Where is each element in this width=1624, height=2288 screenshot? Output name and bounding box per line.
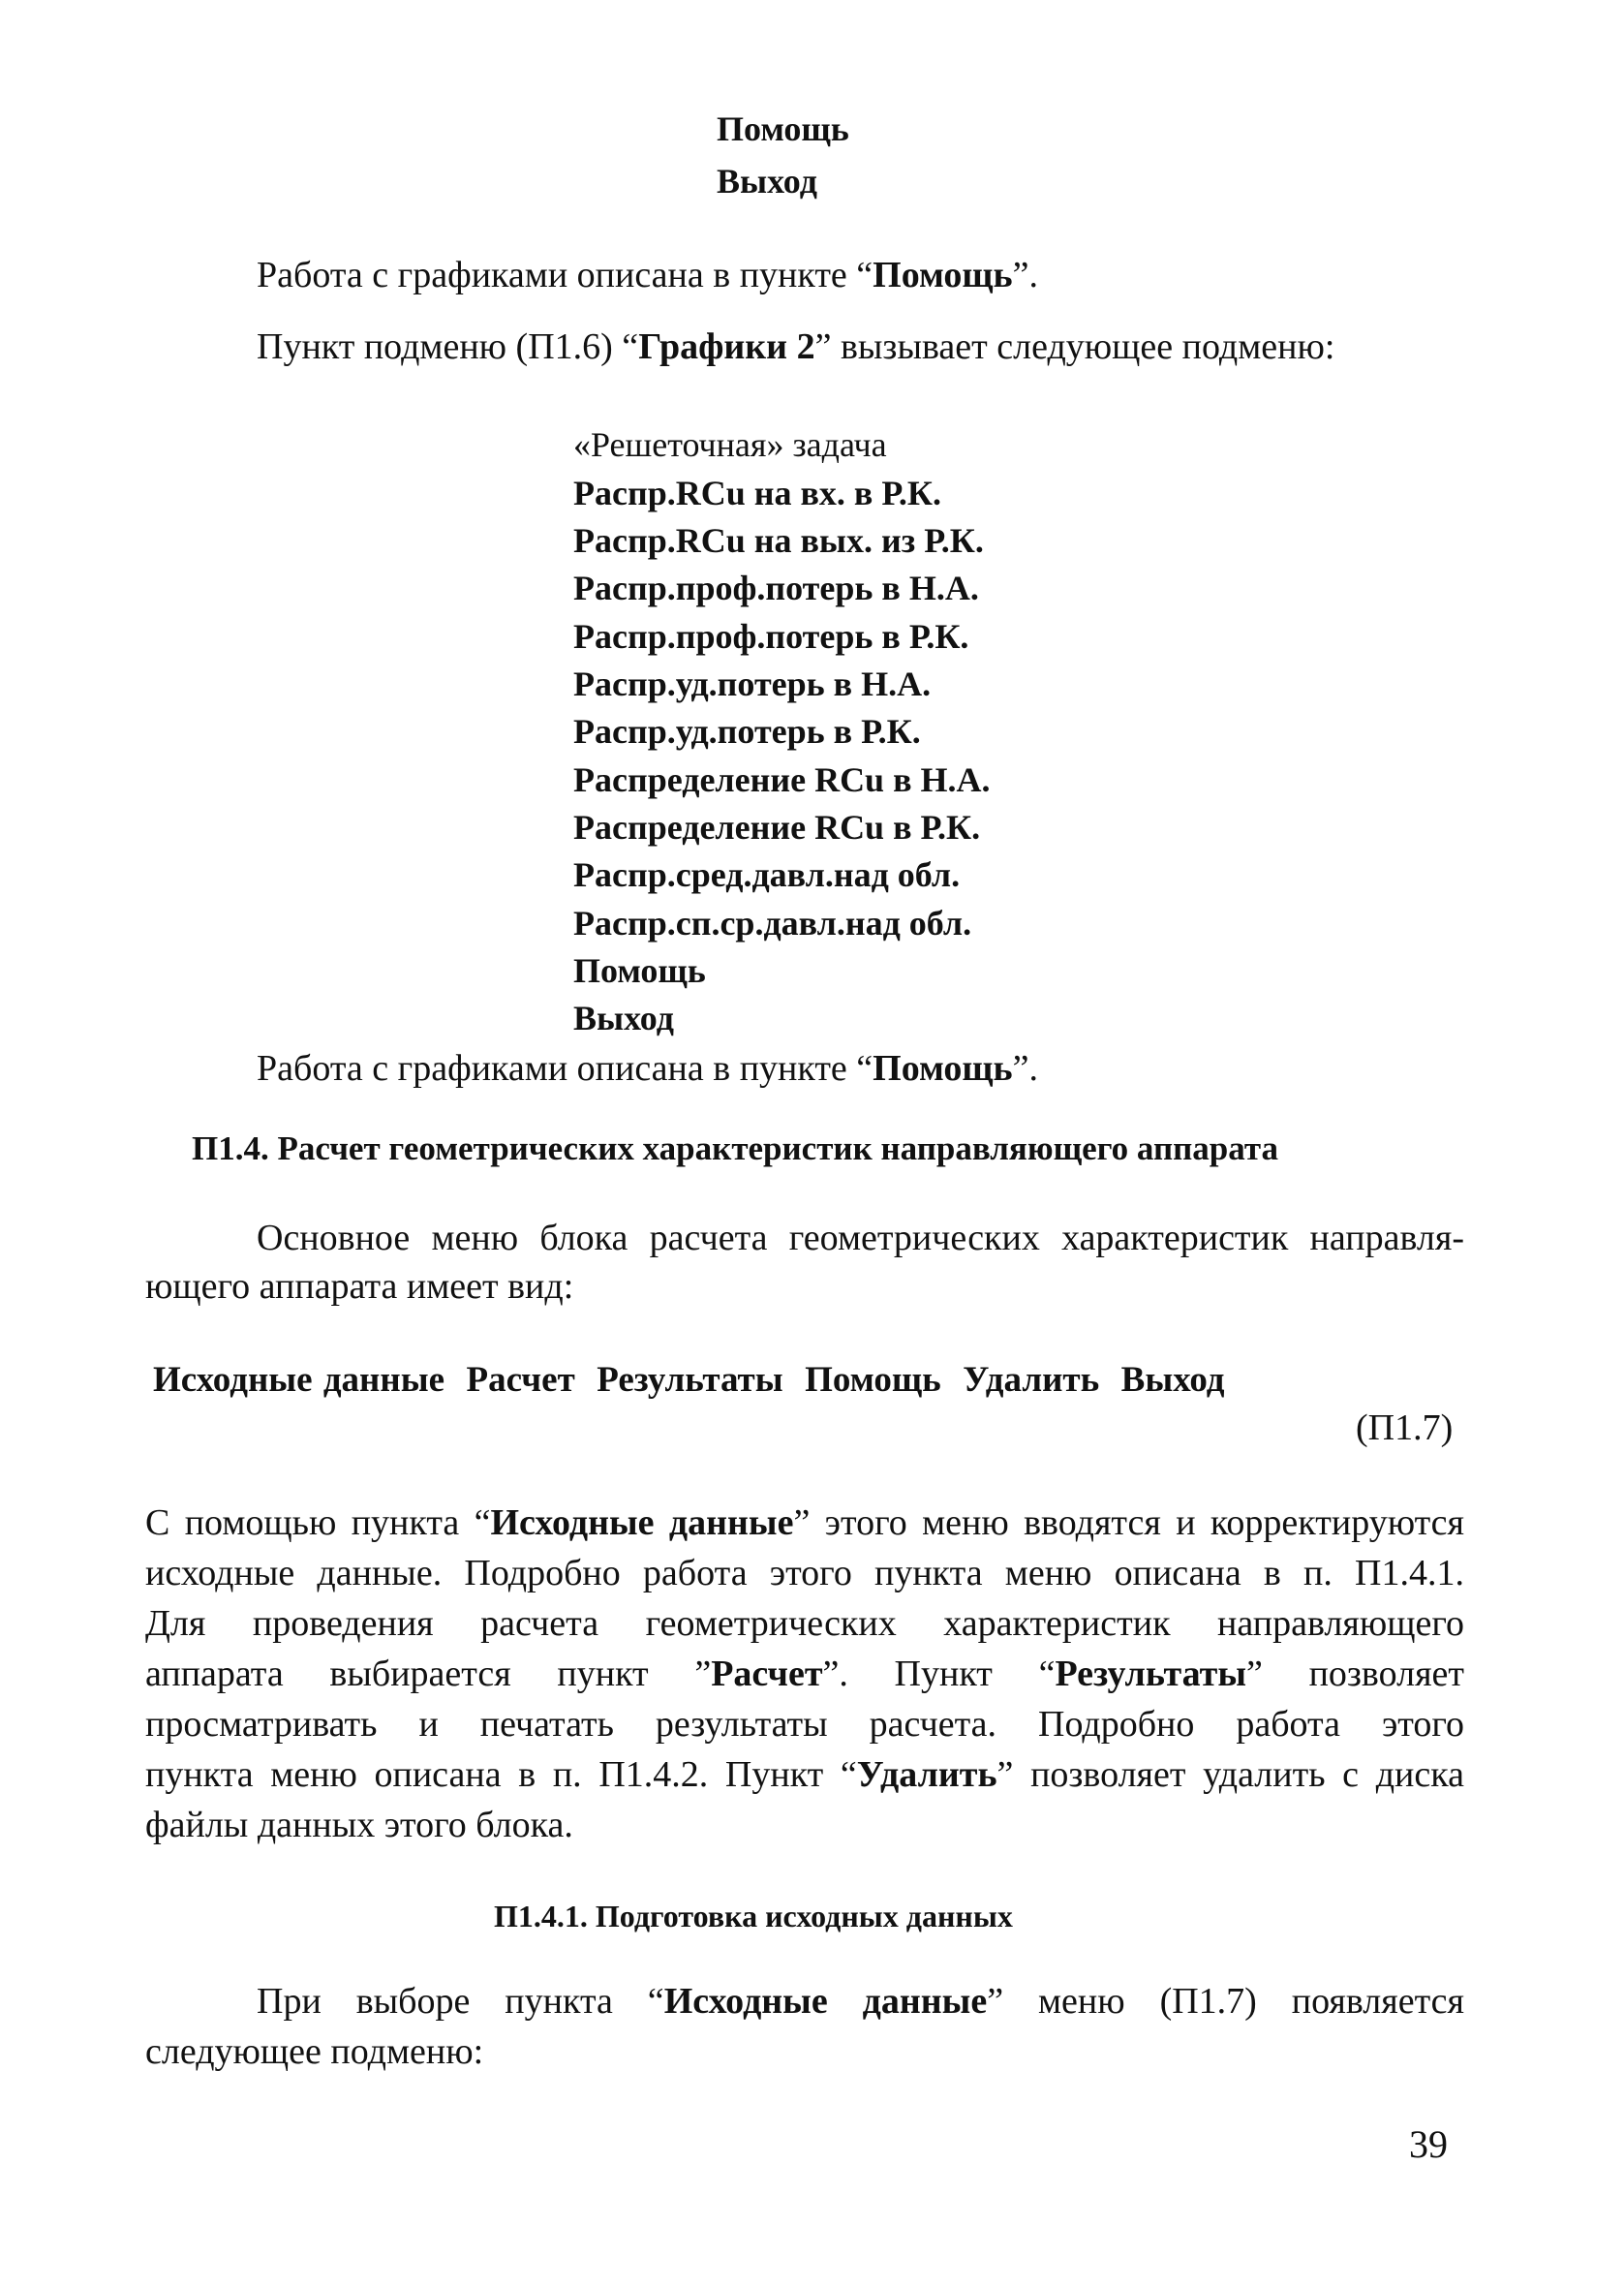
text-fragment: При выборе пункта “	[257, 1981, 664, 2022]
submenu-item: Распр.уд.потерь в Н.А.	[573, 665, 932, 703]
bold-term: Графики 2	[638, 326, 815, 367]
body-line: файлы данных этого блока.	[145, 1805, 573, 1845]
menu-item-help: Помощь	[805, 1360, 941, 1400]
menu-item-delete: Удалить	[963, 1360, 1100, 1400]
text-fragment: ”.	[1012, 255, 1038, 295]
menu-item-exit: Выход	[717, 162, 817, 201]
body-line: следующее подменю:	[145, 2031, 484, 2072]
section-heading: П1.4. Расчет геометрических характеристик направляющего аппарата	[192, 1129, 1278, 1167]
text-fragment: ” меню (П1.7) появляется	[987, 1981, 1464, 2022]
menu-item-results: Результаты	[597, 1360, 783, 1400]
menu-item-exit: Выход	[1120, 1360, 1225, 1400]
submenu-item: Распределение RCu в Н.А.	[573, 760, 991, 799]
intro-line: ющего аппарата имеет вид:	[145, 1266, 574, 1307]
text-fragment: Работа с графиками описана в пункте “	[257, 255, 873, 295]
graphs-help-note	[257, 1047, 1038, 1090]
equation-label: (П1.7)	[1356, 1407, 1454, 1448]
body-line	[145, 1501, 1464, 1544]
text-fragment: Работа с графиками описана в пункте “	[257, 1048, 873, 1089]
submenu-item: Выход	[573, 999, 674, 1037]
menu-item-help: Помощь	[717, 109, 849, 148]
menu-item-input-data: Исходные данные	[153, 1360, 444, 1400]
text-fragment: ” позволяет	[1246, 1654, 1465, 1694]
text-fragment: ”.	[1012, 1048, 1038, 1089]
bold-term: Исходные данные	[663, 1981, 988, 2022]
submenu-item: «Решеточная» задача	[573, 425, 887, 464]
bold-term: Помощь	[873, 255, 1013, 295]
text-fragment: ” вызывает следующее подменю:	[814, 326, 1335, 367]
bold-term: Удалить	[856, 1754, 997, 1795]
submenu-intro	[257, 325, 1334, 368]
bold-term: Результаты	[1055, 1654, 1247, 1694]
submenu-item: Распр.сп.ср.давл.над обл.	[573, 904, 972, 943]
intro-line	[145, 1217, 1464, 1259]
text-fragment: Пункт подменю (П1.6) “	[257, 326, 639, 367]
graphs-help-note	[257, 254, 1038, 296]
text-fragment: Основное меню блока расчета геометрических характеристик направля-	[257, 1218, 1464, 1258]
body-line: просматривать и печатать результаты расчета. Подробно работа этого	[145, 1704, 1464, 1745]
text-fragment: ”. Пункт “	[822, 1654, 1056, 1694]
body-line: Для проведения расчета геометрических характеристик направляющего	[145, 1603, 1464, 1644]
body-line: исходные данные. Подробно работа этого пункта меню описана в п. П1.4.1.	[145, 1553, 1464, 1593]
menu-item-calculate: Расчет	[466, 1360, 575, 1400]
text-fragment: аппарата выбирается пункт ”	[145, 1654, 712, 1694]
main-menu	[153, 1359, 1224, 1401]
submenu-item: Распр.RCu на вых. из Р.К.	[573, 521, 984, 560]
page-number: 39	[1409, 2122, 1448, 2166]
submenu-item: Распределение RCu в Р.К.	[573, 808, 981, 847]
submenu-item: Распр.проф.потерь в Н.А.	[573, 569, 979, 607]
bold-term: Расчет	[711, 1654, 823, 1694]
text-fragment: С помощью пункта “	[145, 1502, 491, 1543]
subsection-heading: П1.4.1. Подготовка исходных данных	[494, 1899, 1013, 1933]
body-line	[145, 1753, 1464, 1796]
text-fragment: ” позволяет удалить с диска	[996, 1754, 1464, 1795]
body-line	[145, 1653, 1464, 1695]
text-fragment: ” этого меню вводятся и корректируются	[793, 1502, 1464, 1543]
body-line	[145, 1980, 1464, 2023]
submenu-item: Помощь	[573, 951, 706, 990]
submenu-item: Распр.сред.давл.над обл.	[573, 855, 961, 894]
submenu-item: Распр.RCu на вх. в Р.К.	[573, 474, 941, 512]
bold-term: Исходные данные	[490, 1502, 794, 1543]
bold-term: Помощь	[873, 1048, 1013, 1089]
text-fragment: пункта меню описана в п. П1.4.2. Пункт “	[145, 1754, 857, 1795]
submenu-item: Распр.уд.потерь в Р.К.	[573, 712, 921, 751]
submenu-item: Распр.проф.потерь в Р.К.	[573, 617, 969, 656]
